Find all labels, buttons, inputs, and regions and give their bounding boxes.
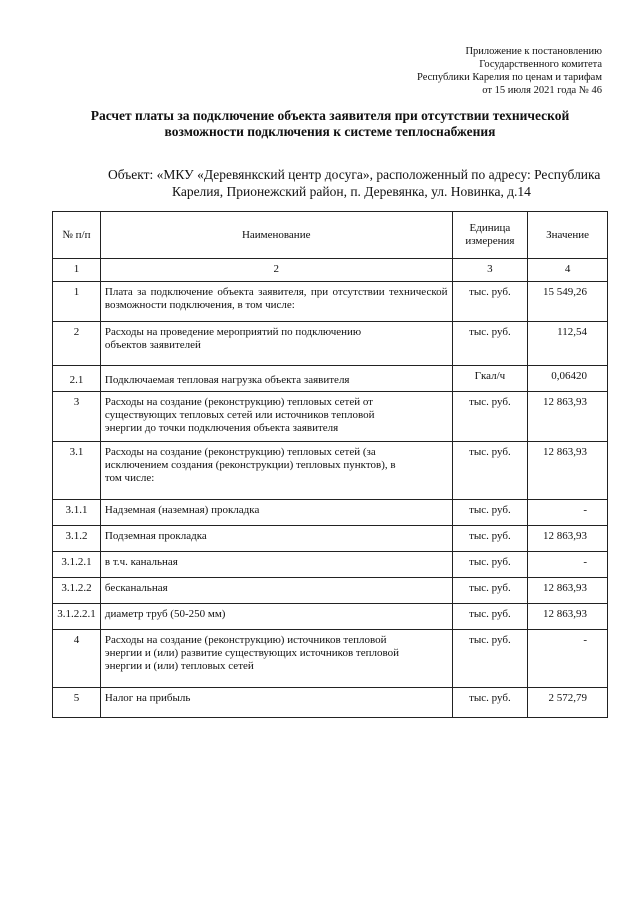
row-name: бесканальная bbox=[100, 578, 452, 604]
row-name bbox=[100, 392, 452, 442]
annex-block bbox=[342, 45, 602, 97]
row-num: 3.1.2.2.1 bbox=[53, 604, 101, 630]
row-num: 4 bbox=[53, 630, 101, 688]
row-value: 112,54 bbox=[528, 322, 608, 366]
annex-line-3: Республики Карелия по ценам и тарифам bbox=[417, 72, 602, 83]
object-description bbox=[108, 166, 608, 200]
index-cell: 1 bbox=[53, 259, 101, 282]
table-row bbox=[53, 366, 608, 392]
row-num: 1 bbox=[53, 282, 101, 322]
table-row bbox=[53, 500, 608, 526]
row-unit: тыс. руб. bbox=[452, 392, 528, 442]
row-name-text: Расходы на проведение мероприятий по подключению объектов заявителей bbox=[104, 326, 362, 351]
object-line-1: Объект: «МКУ «Деревянкский центр досуга», расположенный по адресу: Республика bbox=[108, 167, 601, 182]
row-unit: тыс. руб. bbox=[452, 578, 528, 604]
row-name: в т.ч. канальная bbox=[100, 552, 452, 578]
row-num: 3.1.2.1 bbox=[53, 552, 101, 578]
row-unit: тыс. руб. bbox=[452, 526, 528, 552]
row-value: 12 863,93 bbox=[528, 578, 608, 604]
table-row bbox=[53, 688, 608, 718]
row-value: 12 863,93 bbox=[528, 604, 608, 630]
row-name: Подземная прокладка bbox=[100, 526, 452, 552]
header-value: Значение bbox=[528, 212, 608, 259]
row-value: - bbox=[528, 630, 608, 688]
row-name: диаметр труб (50-250 мм) bbox=[100, 604, 452, 630]
row-name-text: Расходы на создание (реконструкцию) тепловых сетей от существующих тепловых сетей или источников тепловой энергии до точки подключения объекта заявителя bbox=[104, 396, 375, 434]
row-name: Плата за подключение объекта заявителя, при отсутствии технической возможности подключения, в том числе: bbox=[100, 282, 452, 322]
row-name: Надземная (наземная) прокладка bbox=[100, 500, 452, 526]
header-name: Наименование bbox=[100, 212, 452, 259]
index-cell: 4 bbox=[528, 259, 608, 282]
table-row bbox=[53, 442, 608, 500]
row-name-text: Расходы на создание (реконструкцию) источников тепловой энергии и (или) развитие существующих источников тепловой энергии и (или) тепловых сетей bbox=[104, 634, 399, 672]
row-value: 2 572,79 bbox=[528, 688, 608, 718]
row-unit: тыс. руб. bbox=[452, 500, 528, 526]
row-name: Налог на прибыль bbox=[100, 688, 452, 718]
row-unit: тыс. руб. bbox=[452, 630, 528, 688]
annex-line-2: Государственного комитета bbox=[479, 59, 602, 70]
row-unit: тыс. руб. bbox=[452, 552, 528, 578]
row-num: 3.1 bbox=[53, 442, 101, 500]
row-value: 12 863,93 bbox=[528, 526, 608, 552]
row-value: - bbox=[528, 552, 608, 578]
title-line-2: возможности подключения к системе теплоснабжения bbox=[164, 124, 496, 139]
document-title bbox=[60, 108, 600, 140]
row-num: 3.1.2 bbox=[53, 526, 101, 552]
table-row bbox=[53, 604, 608, 630]
row-unit: Гкал/ч bbox=[452, 366, 528, 392]
header-num: № п/п bbox=[53, 212, 101, 259]
title-line-1: Расчет платы за подключение объекта заявителя при отсутствии технической bbox=[90, 108, 570, 123]
index-cell: 2 bbox=[100, 259, 452, 282]
table-row bbox=[53, 578, 608, 604]
row-name bbox=[100, 322, 452, 366]
table-row bbox=[53, 392, 608, 442]
object-line-2: Карелия, Прионежский район, п. Деревянка, ул. Новинка, д.14 bbox=[172, 184, 531, 199]
row-value: 0,06420 bbox=[528, 366, 608, 392]
row-num: 3.1.1 bbox=[53, 500, 101, 526]
row-num: 2.1 bbox=[53, 366, 101, 392]
table-row bbox=[53, 282, 608, 322]
row-value: - bbox=[528, 500, 608, 526]
row-value: 12 863,93 bbox=[528, 392, 608, 442]
table-row bbox=[53, 630, 608, 688]
row-value: 15 549,26 bbox=[528, 282, 608, 322]
table-header-row bbox=[53, 212, 608, 259]
annex-line-1: Приложение к постановлению bbox=[465, 46, 602, 57]
row-name bbox=[100, 630, 452, 688]
row-num: 2 bbox=[53, 322, 101, 366]
calculation-table bbox=[52, 211, 608, 718]
header-unit-line-2: измерения bbox=[465, 235, 515, 247]
row-unit: тыс. руб. bbox=[452, 442, 528, 500]
row-unit: тыс. руб. bbox=[452, 282, 528, 322]
row-name: Подключаемая тепловая нагрузка объекта заявителя bbox=[100, 366, 452, 392]
row-num: 3.1.2.2 bbox=[53, 578, 101, 604]
index-cell: 3 bbox=[452, 259, 528, 282]
row-name-text: Расходы на создание (реконструкцию) тепловых сетей (за исключением создания (реконструкции) тепловых пунктов), в том числе: bbox=[104, 446, 396, 484]
header-unit-line-1: Единица bbox=[469, 222, 511, 234]
index-row bbox=[53, 259, 608, 282]
table-row bbox=[53, 526, 608, 552]
row-num: 5 bbox=[53, 688, 101, 718]
row-unit: тыс. руб. bbox=[452, 322, 528, 366]
row-num: 3 bbox=[53, 392, 101, 442]
table-row bbox=[53, 322, 608, 366]
row-name bbox=[100, 442, 452, 500]
row-unit: тыс. руб. bbox=[452, 688, 528, 718]
table-row bbox=[53, 552, 608, 578]
row-unit: тыс. руб. bbox=[452, 604, 528, 630]
header-unit bbox=[452, 212, 528, 259]
row-value: 12 863,93 bbox=[528, 442, 608, 500]
annex-line-4: от 15 июля 2021 года № 46 bbox=[482, 85, 602, 96]
